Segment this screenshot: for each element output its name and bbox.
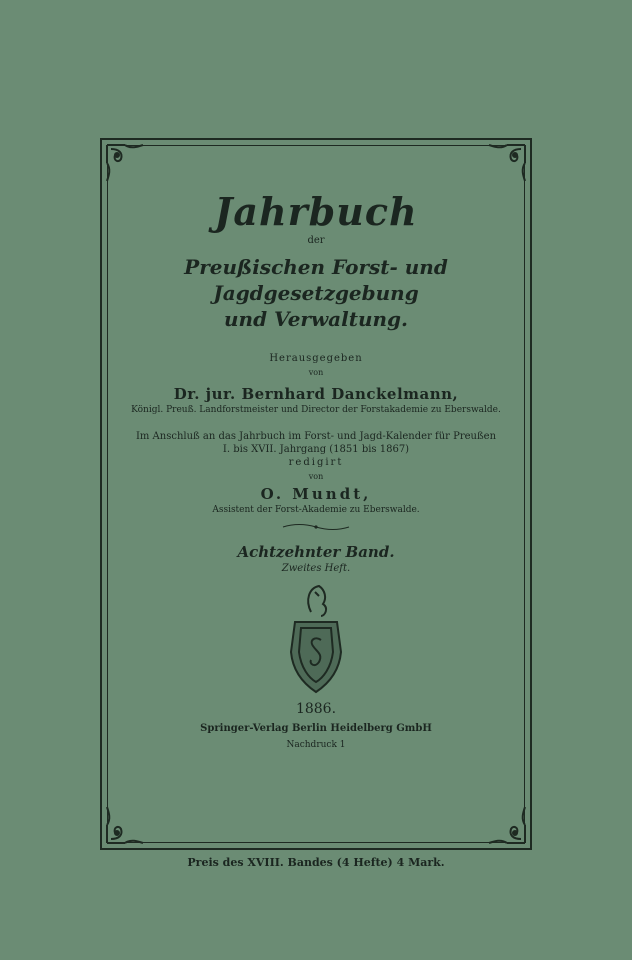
editor-heading: Herausgegeben	[269, 353, 363, 364]
publisher-extra: Nachdruck 1	[286, 740, 346, 750]
springer-knight-emblem	[285, 582, 347, 696]
editor-von: von	[308, 368, 324, 377]
redactor-name: O. Mundt,	[260, 485, 372, 503]
editor-role: Königl. Preuß. Landforstmeister und Director der Forstakademie zu Eberswalde.	[131, 405, 501, 415]
publisher-name: Springer-Verlag Berlin Heidelberg GmbH	[200, 723, 432, 734]
series-note-line-1: Im Anschluß an das Jahrbuch im Forst- und Jagd-Kalender für Preußen	[135, 431, 497, 442]
title-page-content	[110, 190, 522, 751]
series-redigirt: redigirt	[288, 457, 344, 468]
corner-ornament-bottom-right	[483, 801, 529, 847]
redactor-role: Assistent der Forst-Akademie zu Eberswalde.	[212, 505, 420, 515]
corner-ornament-bottom-left	[103, 801, 149, 847]
title-der: der	[307, 235, 325, 246]
volume-heft: Zweites Heft.	[281, 563, 351, 574]
price-line: Preis des XVIII. Bandes (4 Hefte) 4 Mark.	[187, 856, 445, 869]
publication-year: 1886.	[295, 701, 337, 717]
series-von: von	[308, 472, 324, 481]
ornamental-divider	[281, 522, 351, 532]
series-note-line-2: I. bis XVII. Jahrgang (1851 bis 1867)	[222, 444, 410, 455]
volume-band: Achtzehnter Band.	[237, 543, 395, 561]
corner-ornament-top-right	[483, 141, 529, 187]
corner-ornament-top-left	[103, 141, 149, 187]
title-line-1: Preußischen Forst- und Jagdgesetzgebung	[184, 255, 448, 305]
editor-name: Dr. jur. Bernhard Danckelmann,	[173, 385, 459, 403]
book-title: Jahrbuch	[214, 189, 418, 234]
title-line-2: und Verwaltung.	[223, 307, 408, 331]
